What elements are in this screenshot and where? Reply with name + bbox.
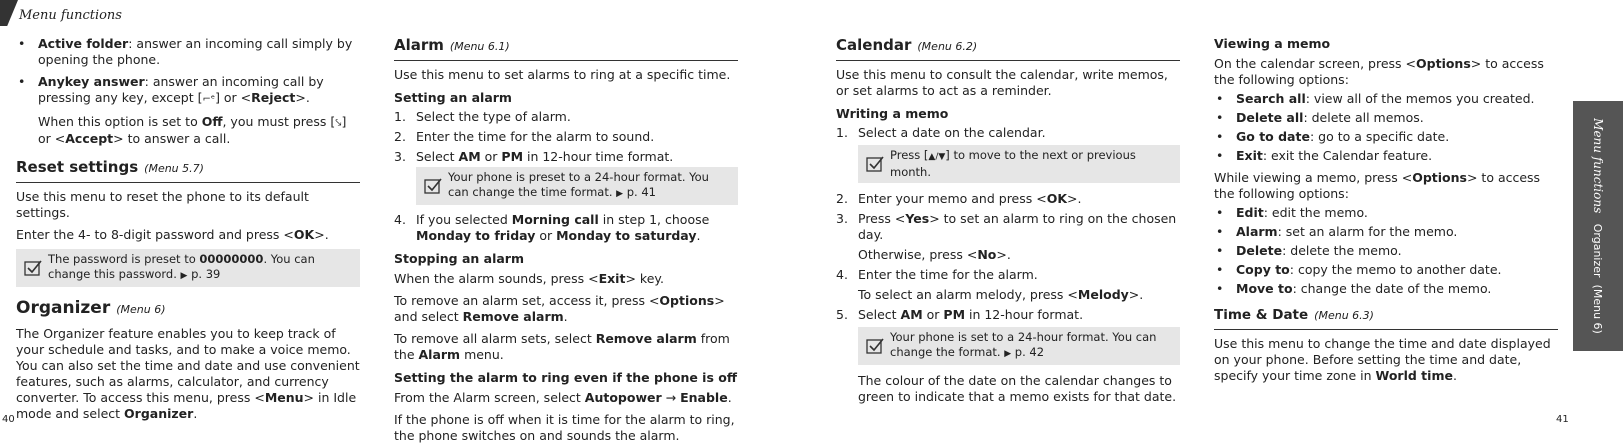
list-item: 3. Press <Yes> to set an alarm to ring on the chosen day. xyxy=(836,211,1177,242)
checkmark-icon xyxy=(24,259,42,277)
options-list-1 xyxy=(1214,91,1558,164)
subheading: Writing a memo xyxy=(836,106,949,121)
column-4: Viewing a memo On the calendar screen, press <Options> to access the following options: • Search all: view all of the memos you created. • Delete all: delete all memos. • Go to date: go to a specific date. • Exit: exit the Calendar feature. While viewing a memo, press <Options> to access the following options: • Edit: edit the memo. • Alarm: set an alarm for the memo. • Delete: delete the memo. • Copy to: copy the memo to another date. • Move to: change the date of the memo. Time & Date (Menu 6.3) Use this menu to change the time and date displayed on your phone. Before setting the time and date, specify your time zone in World time. xyxy=(1214,36,1558,384)
page-number-left: 40 xyxy=(2,414,15,425)
list-item: 4. Enter the time for the alarm. xyxy=(836,267,1038,282)
page-number-right: 41 xyxy=(1556,414,1569,425)
subheading: Viewing a memo xyxy=(1214,36,1331,51)
list-item-active-folder: • Active folder: answer an incoming call simply by opening the phone. xyxy=(18,36,353,67)
page-header xyxy=(0,0,400,26)
chapter-side-tab: Menu functions Organizer (Menu 6) xyxy=(1573,101,1623,351)
list-item: 5. Select AM or PM in 12-hour format. xyxy=(836,307,1084,322)
list-item: • Copy to: copy the memo to another date. xyxy=(1216,262,1502,277)
list-item: 2. Enter the time for the alarm to sound. xyxy=(394,129,655,144)
options-list-2 xyxy=(1214,205,1558,297)
list-item-anykey-answer: • Anykey answer: answer an incoming call by pressing any key, except [⌐ᵉ] or <Reject>. xyxy=(18,74,324,105)
section-title: Time & Date (Menu 6.3) xyxy=(1214,307,1374,323)
section-title: Reset settings (Menu 5.7) xyxy=(16,158,204,176)
subheading: Setting the alarm to ring even if the phone is off xyxy=(394,370,737,385)
list-item: 4. If you selected Morning call in step 1, choose Monday to friday or Monday to saturday. xyxy=(394,212,710,243)
subheading: Setting an alarm xyxy=(394,90,512,105)
section-rule xyxy=(394,60,738,61)
send-key-icon: ⤥ xyxy=(335,116,342,129)
list-item: • Exit: exit the Calendar feature. xyxy=(1216,148,1433,163)
list-item: 3. Select AM or PM in 12-hour time format. xyxy=(394,149,674,164)
page-ref-arrow-icon: ▶ xyxy=(180,271,188,281)
section-title: Calendar (Menu 6.2) xyxy=(836,36,978,54)
section-rule xyxy=(1214,329,1558,330)
list-item: • Delete all: delete all memos. xyxy=(1216,110,1424,125)
section-title: Organizer (Menu 6) xyxy=(16,298,166,318)
anykey-note: When this option is set to Off, you must press [⤥] or <Accept> to answer a call. xyxy=(38,114,347,146)
bullet: • xyxy=(18,36,26,51)
subheading: Stopping an alarm xyxy=(394,251,524,266)
end-key-icon: ⌐ᵉ xyxy=(202,94,216,105)
page-ref-arrow-icon: ▶ xyxy=(616,189,624,199)
list-item: • Move to: change the date of the memo. xyxy=(1216,281,1492,296)
note-box: Your phone is set to a 24-hour format. You can change the format. ▶ p. 42 xyxy=(858,327,1180,365)
list-item: 2. Enter your memo and press <OK>. xyxy=(836,191,1082,206)
page-ref-arrow-icon: ▶ xyxy=(1004,349,1012,359)
list-item: • Search all: view all of the memos you created. xyxy=(1216,91,1535,106)
section-reset-settings: Reset settings (Menu 5.7) Use this menu to reset the phone to its default settings. Enter the 4- to 8-digit password and press <OK>. The password is preset to 00000000. You can change this password. ▶ p. 39 xyxy=(16,158,360,287)
bullet: • xyxy=(18,74,26,89)
column-3: Calendar (Menu 6.2) Use this menu to consult the calendar, write memos, or set alarms to act as a reminder. Writing a memo 1. Select a date on the calendar. Press [▲/▼] to move to the next or previous month. 2. Enter your memo and press <OK>. 3. Press <Yes> to set an alarm to ring on the chosen day. Otherwise, press <No>. 4. Enter the time for the alarm. To select an alarm melody, press <Melody>. 5. Select AM or PM in 12-hour format. Your phone is set to a 24-hour format. You can change the format. ▶ p. 42 The colour of the date on the calendar changes to green to indicate that a memo exists for that date. xyxy=(836,36,1180,405)
list-item: • Delete: delete the memo. xyxy=(1216,243,1402,258)
column-1 xyxy=(16,36,360,422)
header-tab-mark xyxy=(0,0,18,26)
list-item: • Alarm: set an alarm for the memo. xyxy=(1216,224,1458,239)
column-2: Alarm (Menu 6.1) Use this menu to set alarms to ring at a specific time. Setting an alarm 1. Select the type of alarm. 2. Enter the time for the alarm to sound. 3. Select AM or PM in 12-hour time format. Your phone is preset to a 24-hour format. You can change the time format. ▶ p. 41 4. If you selected Morning call in step 1, choose Monday to friday or Monday to saturday. Stopping an alarm When the alarm sounds, press <Exit> key. To remove an alarm set, access it, press <Options> and select Remove alarm. To remove all alarm sets, select Remove alarm from the Alarm menu. Setting the alarm to ring even if the phone is off From the Alarm screen, select Autopower → Enable. If the phone is off when it is time for the alarm to ring, the phone switches on and sounds the alarm. xyxy=(394,36,737,443)
list-item: 1. Select a date on the calendar. xyxy=(836,125,1046,140)
up-down-key-icon: ▲/▼ xyxy=(928,152,946,162)
list-item: 1. Select the type of alarm. xyxy=(394,109,571,124)
note-box: Your phone is preset to a 24-hour format. You can change the time format. ▶ p. 41 xyxy=(416,167,738,205)
checkmark-icon xyxy=(866,155,884,173)
section-time-date: Time & Date (Menu 6.3) Use this menu to change the time and date displayed on your phone. Before setting the time and date, specify your time zone in World time. xyxy=(1214,306,1558,384)
note-box: Press [▲/▼] to move to the next or previous month. xyxy=(858,145,1180,183)
list-item: • Go to date: go to a specific date. xyxy=(1216,129,1450,144)
section-rule xyxy=(836,60,1180,61)
list-item: • Edit: edit the memo. xyxy=(1216,205,1368,220)
header-title: Menu functions xyxy=(19,8,122,23)
section-organizer: Organizer (Menu 6) The Organizer feature enables you to keep track of your schedule and tasks, and to make a voice memo. You can also set the time and date and use convenient features, such as alarms, calculator, and currency converter. To access this menu, press <Menu> in Idle mode and select Organizer. xyxy=(16,298,360,421)
checkmark-icon xyxy=(866,337,884,355)
note-box: The password is preset to 00000000. You can change this password. ▶ p. 39 xyxy=(16,249,360,287)
checkmark-icon xyxy=(424,177,442,195)
section-rule xyxy=(16,182,360,183)
section-title: Alarm (Menu 6.1) xyxy=(394,36,510,54)
